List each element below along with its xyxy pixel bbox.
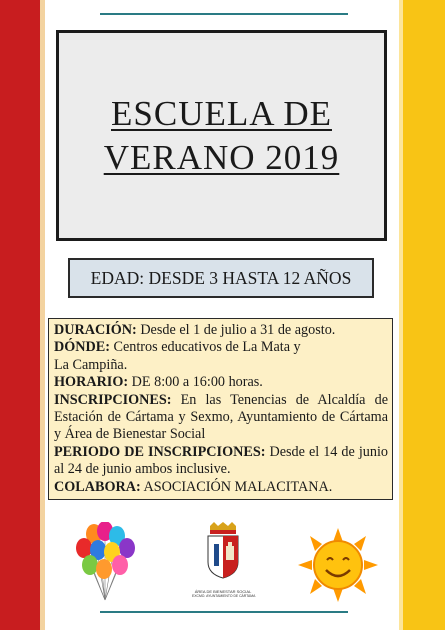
duration-text: Desde el 1 de julio a 31 de agosto. bbox=[136, 322, 336, 338]
where-line-2: La Campiña. bbox=[54, 356, 128, 373]
schedule-label: HORARIO: bbox=[54, 374, 129, 391]
where-text: Centros educativos de La Mata y bbox=[109, 339, 301, 356]
collaborator-text: ASOCIACIÓN MALACITANA. bbox=[140, 478, 333, 495]
coat-of-arms-icon bbox=[192, 522, 254, 584]
where-label: DÓNDE: bbox=[54, 339, 110, 356]
logo-caption-line-1: ÁREA DE BIENESTAR SOCIAL bbox=[194, 589, 252, 594]
duration-label: DURACIÓN: bbox=[54, 322, 137, 338]
left-red-stripe bbox=[0, 0, 40, 630]
bottom-rule bbox=[100, 611, 348, 613]
registration-label: INSCRIPCIONES: bbox=[54, 391, 172, 408]
info-box bbox=[48, 318, 393, 500]
duration-line bbox=[54, 322, 388, 339]
where-line bbox=[54, 339, 388, 356]
registration-period-text: Desde el 14 de junio al 24 de junio ambos inclusive. bbox=[54, 443, 388, 478]
right-yellow-stripe bbox=[403, 0, 445, 630]
collaborator-line bbox=[54, 479, 388, 496]
top-rule bbox=[100, 13, 348, 15]
title-box bbox=[56, 30, 387, 241]
sun-icon bbox=[298, 528, 378, 602]
left-stripe-edge bbox=[40, 0, 45, 630]
registration-period-label: PERIODO DE INSCRIPCIONES: bbox=[54, 443, 266, 460]
schedule-line bbox=[54, 374, 388, 391]
registration-period-line bbox=[54, 444, 388, 479]
registration-line bbox=[54, 392, 388, 444]
municipal-logo bbox=[192, 522, 254, 602]
age-range-box: EDAD: DESDE 3 HASTA 12 AÑOS bbox=[68, 258, 374, 298]
title-line-2: VERANO 2019 bbox=[103, 137, 340, 177]
schedule-text: DE 8:00 a 16:00 horas. bbox=[128, 374, 263, 391]
logo-caption-line-2: EXCMO. AYUNTAMIENTO DE CÁRTAMA bbox=[192, 594, 256, 598]
title-line-1: ESCUELA DE bbox=[111, 93, 332, 133]
registration-text: En las Tenencias de Alcaldía de Estación de Cártama y Sexmo, Ayuntamiento de Cártama y Área de Bienestar Social bbox=[54, 391, 388, 443]
balloons-icon bbox=[72, 522, 138, 602]
right-stripe-edge bbox=[399, 0, 403, 630]
collaborator-label: COLABORA: bbox=[54, 478, 141, 495]
